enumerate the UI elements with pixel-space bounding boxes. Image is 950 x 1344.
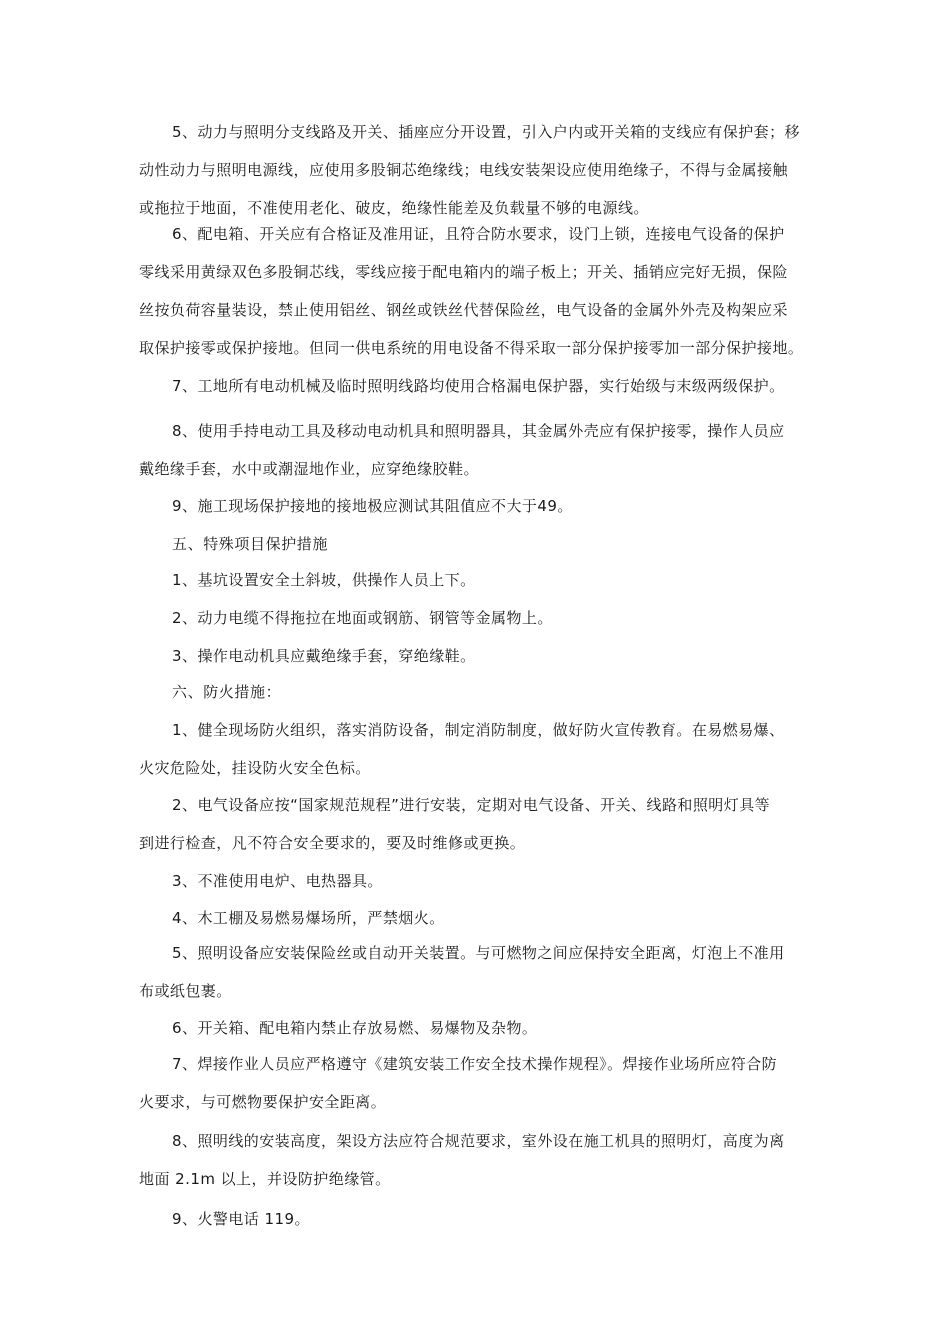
paragraph-line: 丝按负荷容量装设，禁止使用铝丝、钢丝或铁丝代替保险丝，电气设备的金属外外壳及构架应采: [139, 301, 788, 319]
paragraph-first-line: 7、工地所有电动机械及临时照明线路均使用合格漏电保护器，实行始级与末级两级保护。: [172, 377, 785, 395]
paragraph-line: 布或纸包裹。: [139, 982, 232, 1000]
paragraph-first-line: 4、木工棚及易燃易爆场所，严禁烟火。: [172, 909, 445, 927]
paragraph-first-line: 5、照明设备应安装保险丝或自动开关装置。与可燃物之间应保持安全距离，灯泡上不准用: [172, 944, 785, 962]
paragraph-first-line: 1、基坑设置安全土斜坡，供操作人员上下。: [172, 571, 476, 589]
paragraph-line: 地面 2.1m 以上，并设防护绝缘管。: [139, 1170, 391, 1188]
paragraph-first-line: 1、健全现场防火组织，落实消防设备，制定消防制度，做好防火宣传教育。在易燃易爆、: [172, 721, 785, 739]
paragraph-line: 到进行检查，凡不符合安全要求的，要及时维修或更换。: [139, 834, 526, 852]
paragraph-first-line: 3、操作电动机具应戴绝缘手套，穿绝缘鞋。: [172, 647, 476, 665]
paragraph-first-line: 五、特殊项目保护措施: [172, 535, 329, 553]
paragraph-first-line: 六、防火措施：: [172, 683, 282, 701]
paragraph-first-line: 2、电气设备应按“国家规范规程”进行安装，定期对电气设备、开关、线路和照明灯具等: [172, 796, 771, 814]
paragraph-first-line: 5、动力与照明分支线路及开关、插座应分开设置，引入户内或开关箱的支线应有保护套；移: [172, 123, 800, 141]
paragraph-first-line: 6、配电箱、开关应有合格证及准用证，且符合防水要求，设门上锁，连接电气设备的保护: [172, 225, 785, 243]
paragraph-first-line: 9、火警电话 119。: [172, 1210, 310, 1228]
paragraph-first-line: 6、开关箱、配电箱内禁止存放易燃、易爆物及杂物。: [172, 1019, 538, 1037]
paragraph-line: 取保护接零或保护接地。但同一供电系统的用电设备不得采取一部分保护接零加一部分保护接地。: [139, 339, 804, 357]
paragraph-first-line: 3、不准使用电炉、电热器具。: [172, 872, 383, 890]
paragraph-line: 戴绝缘手套，水中或潮湿地作业，应穿绝缘胶鞋。: [139, 460, 479, 478]
paragraph-first-line: 8、使用手持电动工具及移动电动机具和照明器具，其金属外壳应有保护接零，操作人员应: [172, 422, 785, 440]
paragraph-line: 动性动力与照明电源线，应使用多股铜芯绝缘线；电线安装架设应使用绝缘子，不得与金属接触: [139, 161, 788, 179]
paragraph-line: 零线采用黄绿双色多股铜芯线，零线应接于配电箱内的端子板上；开关、插销应完好无损，保险: [139, 263, 788, 281]
paragraph-first-line: 9、施工现场保护接地的接地极应测试其阻值应不大于49。: [172, 497, 573, 515]
paragraph-line: 或拖拉于地面，不准使用老化、破皮，绝缘性能差及负载量不够的电源线。: [139, 199, 649, 217]
paragraph-line: 火要求，与可燃物要保护安全距离。: [139, 1093, 387, 1111]
paragraph-line: 火灾危险处，挂设防火安全色标。: [139, 759, 371, 777]
paragraph-first-line: 7、焊接作业人员应严格遵守《建筑安装工作安全技术操作规程》。焊接作业场所应符合防: [172, 1055, 778, 1073]
paragraph-first-line: 2、动力电缆不得拖拉在地面或钢筋、钢管等金属物上。: [172, 609, 553, 627]
paragraph-first-line: 8、照明线的安装高度，架设方法应符合规范要求，室外设在施工机具的照明灯，高度为离: [172, 1132, 785, 1150]
